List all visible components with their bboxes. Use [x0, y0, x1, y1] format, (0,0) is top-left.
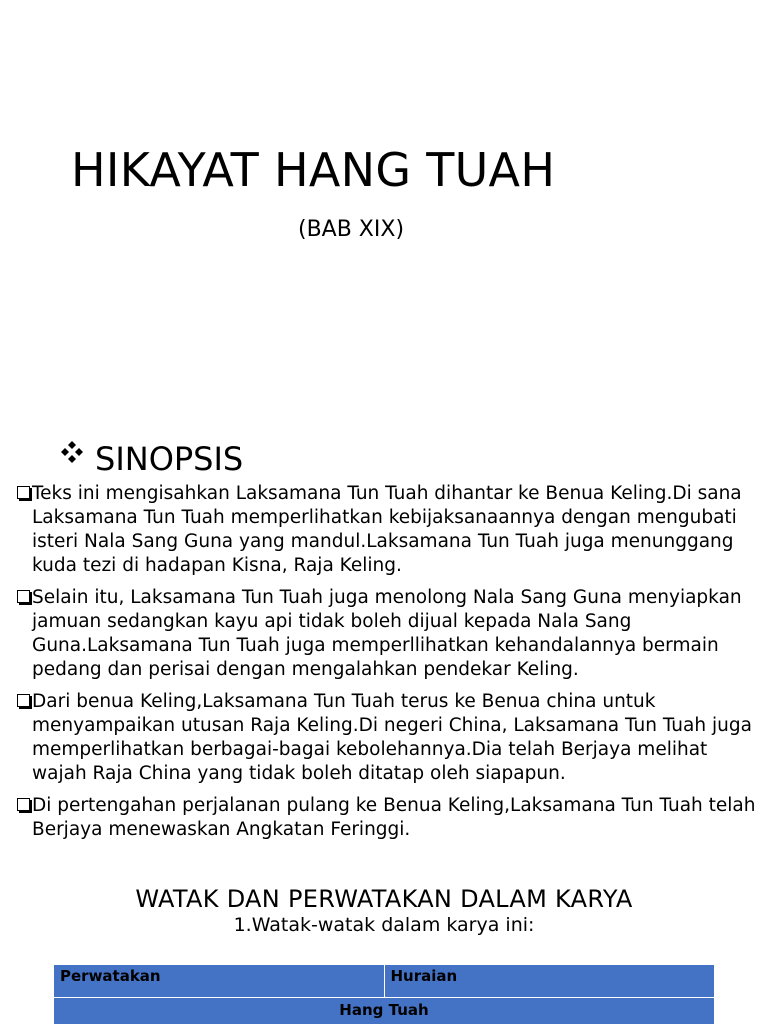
- characters-subheading: 1.Watak-watak dalam karya ini:: [233, 914, 535, 936]
- checkbox-icon: [17, 590, 30, 603]
- table-row: [54, 998, 715, 1024]
- synopsis-heading: [60, 438, 243, 480]
- characters-heading: WATAK DAN PERWATAKAN DALAM KARYA: [135, 885, 633, 913]
- characters-table: [53, 964, 715, 1024]
- column-header-perwatakan: Perwatakan: [54, 965, 385, 998]
- synopsis-item: [15, 690, 760, 786]
- table-header-row: [54, 965, 715, 998]
- checkbox-icon: [17, 798, 30, 811]
- synopsis-heading-label: SINOPSIS: [95, 440, 244, 478]
- synopsis-list: [15, 482, 760, 850]
- synopsis-item-text: Di pertengahan perjalanan pulang ke Benua Keling,Laksamana Tun Tuah telah Berjaya menewaskan Angkatan Feringgi.: [32, 795, 756, 840]
- synopsis-item: [15, 482, 760, 578]
- page-subtitle: (BAB XIX): [298, 217, 405, 242]
- synopsis-item: [15, 586, 760, 682]
- page-title: HIKAYAT HANG TUAH: [71, 143, 556, 197]
- synopsis-item-text: Selain itu, Laksamana Tun Tuah juga menolong Nala Sang Guna menyiapkan jamuan sedangkan kayu api tidak boleh dijual kepada Nala Sang Guna.Laksamana Tun Tuah juga memperllihatkan kehandalannya bermain pedang dan perisai dengan mengalahkan pendekar Keling.: [32, 587, 742, 680]
- column-header-huraian: Huraian: [384, 965, 715, 998]
- synopsis-item: [15, 794, 760, 842]
- synopsis-item-text: Dari benua Keling,Laksamana Tun Tuah terus ke Benua china untuk menyampaikan utusan Raja Keling.Di negeri China, Laksamana Tun Tuah juga memperlihatkan berbagai-bagai kebolehannya.Dia telah Berjaya melihat wajah Raja China yang tidak boleh ditatap oleh siapapun.: [32, 691, 752, 784]
- four-diamond-icon: [60, 440, 84, 464]
- checkbox-icon: [17, 694, 30, 707]
- table-section-title: Hang Tuah: [54, 998, 715, 1024]
- synopsis-item-text: Teks ini mengisahkan Laksamana Tun Tuah dihantar ke Benua Keling.Di sana Laksamana Tun Tuah memperlihatkan kebijaksanaannya dengan mengubati isteri Nala Sang Guna yang mandul.Laksamana Tun Tuah juga menunggang kuda tezi di hadapan Kisna, Raja Keling.: [32, 483, 742, 576]
- checkbox-icon: [17, 486, 30, 499]
